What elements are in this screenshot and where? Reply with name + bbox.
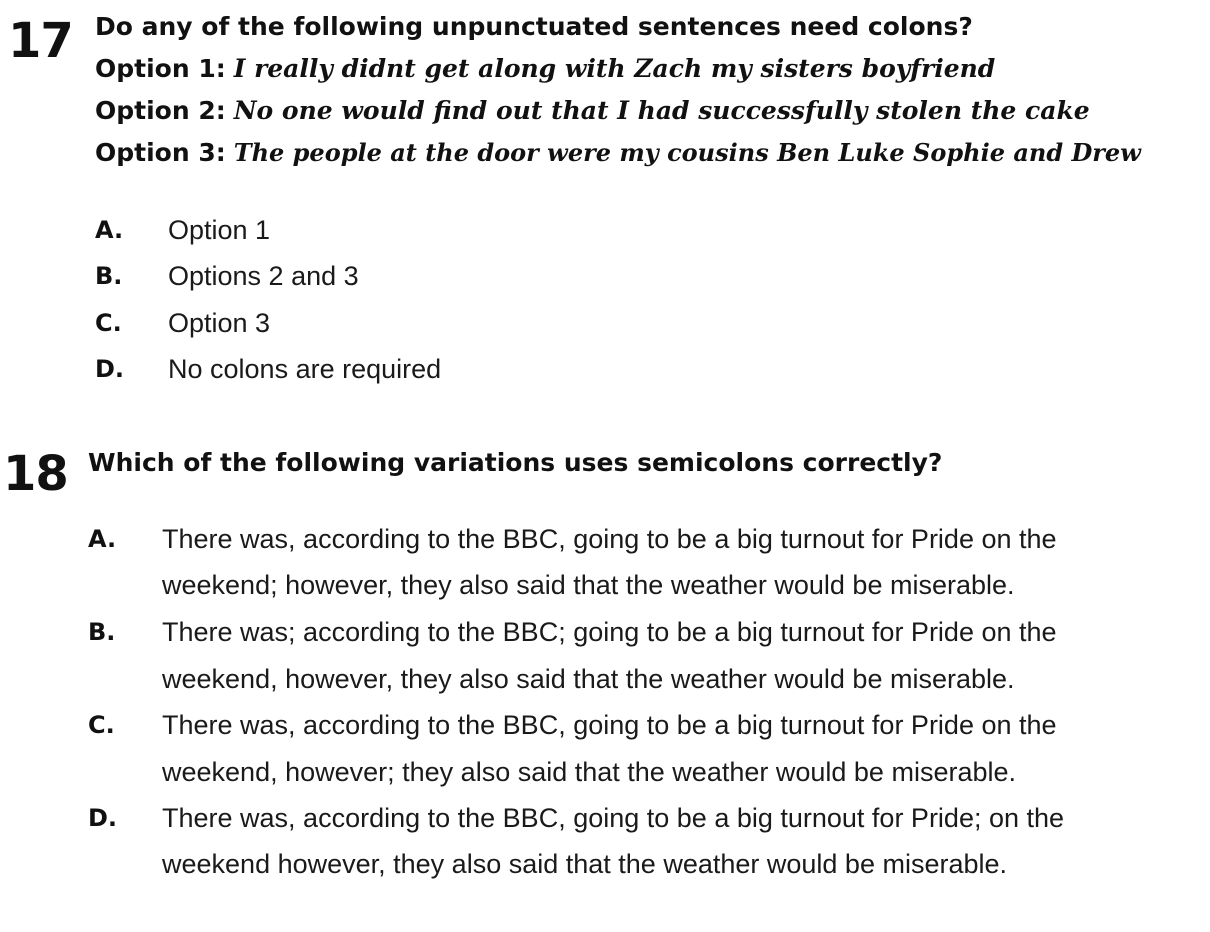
q17-option-3-sentence: The people at the door were my cousins Ben Luke Sophie and Drew [233,138,1141,167]
question-17-number: 17 [8,13,73,69]
q17-answer-a-text: Option 1 [168,215,271,245]
q18-answer-b-letter: B. [88,618,116,646]
q17-option-3-label: Option 3: [95,138,226,167]
q18-answer-d-line1: There was, according to the BBC, going to be a big turnout for Pride; on the [162,803,1065,833]
q18-answer-d-letter: D. [88,804,118,832]
q18-answer-c-line2: weekend, however; they also said that the weather would be miserable. [162,757,1016,787]
q17-option-2-label: Option 2: [95,96,226,125]
q17-option-1 [95,53,995,85]
q18-answer-a-letter: A. [88,525,117,553]
q17-answer-d-letter: D. [95,355,125,383]
q17-answer-b-letter: B. [95,262,123,290]
q18-answer-b-line2: weekend, however, they also said that the weather would be miserable. [162,664,1015,694]
q17-answer-a-letter: A. [95,216,124,244]
question-18-number: 18 [3,446,68,502]
q17-option-2 [95,95,1090,127]
q18-answer-d-line2: weekend however, they also said that the weather would be miserable. [162,849,1008,879]
q17-option-2-sentence: No one would find out that I had successfully stolen the cake [233,96,1090,125]
q17-option-1-sentence: I really didnt get along with Zach my sisters boyfriend [233,54,996,83]
q17-answer-c-text: Option 3 [168,308,271,338]
q18-answer-a-line1: There was, according to the BBC, going to be a big turnout for Pride on the [162,524,1057,554]
q17-option-1-label: Option 1: [95,54,226,83]
q18-answer-b-line1: There was; according to the BBC; going to be a big turnout for Pride on the [162,617,1057,647]
q17-option-3 [95,137,1141,169]
question-18-prompt: Which of the following variations uses semicolons correctly? [88,448,943,477]
q17-answer-c-letter: C. [95,309,122,337]
q17-answer-b-text: Options 2 and 3 [168,261,359,291]
question-17-prompt: Do any of the following unpunctuated sentences need colons? [95,12,973,41]
q17-answer-d-text: No colons are required [168,354,442,384]
q18-answer-a-line2: weekend; however, they also said that the weather would be miserable. [162,570,1015,600]
q18-answer-c-letter: C. [88,711,115,739]
q18-answer-c-line1: There was, according to the BBC, going to be a big turnout for Pride on the [162,710,1057,740]
